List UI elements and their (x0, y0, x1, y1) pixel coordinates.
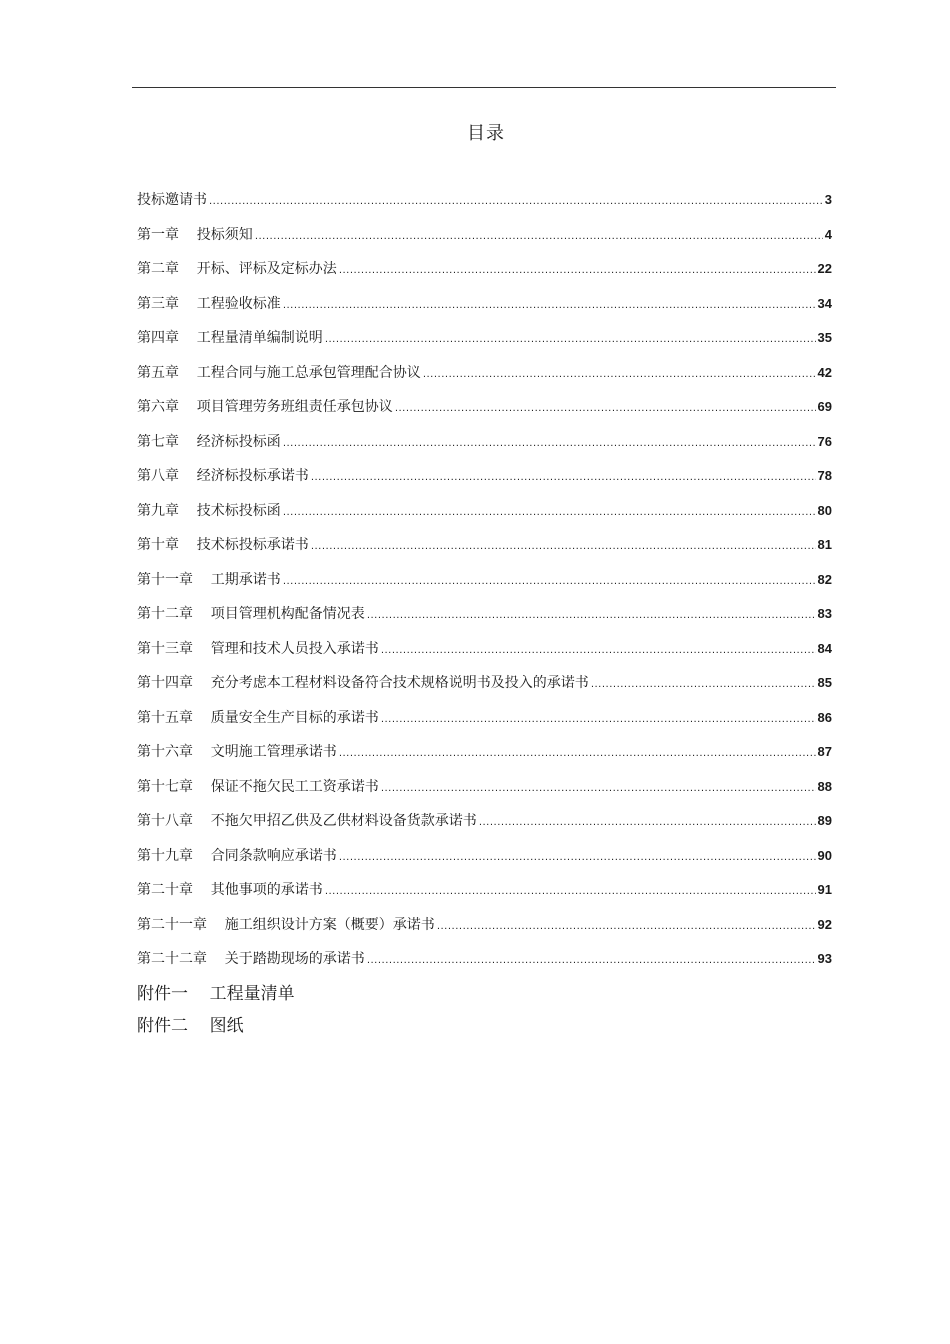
toc-entry-label: 第三章 工程验收标准 (137, 295, 281, 312)
toc-entry-page: 69 (817, 399, 832, 414)
toc-leader-dots (325, 880, 816, 904)
toc-entry[interactable] (137, 878, 832, 913)
toc-leader-dots (339, 846, 816, 870)
toc-entry-page: 34 (817, 295, 832, 311)
toc-leader-dots (209, 190, 823, 214)
toc-entry-page: 35 (817, 330, 832, 345)
toc-entry-page: 83 (817, 606, 832, 621)
toc-leader-dots (311, 535, 816, 559)
toc-leader-dots (311, 466, 816, 490)
toc-entry-page: 4 (824, 226, 832, 242)
toc-entry[interactable] (137, 361, 832, 396)
toc-entry-label: 第十五章 质量安全生产目标的承诺书 (137, 709, 379, 726)
toc-entry-page: 90 (817, 847, 832, 863)
toc-leader-dots (395, 397, 816, 421)
toc-entry-page: 85 (817, 675, 832, 690)
header-rule (132, 87, 836, 88)
toc-leader-dots (591, 673, 816, 697)
toc-entry-page: 89 (817, 813, 832, 828)
toc-entry-label: 第十七章 保证不拖欠民工工资承诺书 (137, 778, 379, 795)
toc-entry[interactable] (137, 775, 832, 810)
toc-entry[interactable] (137, 430, 832, 465)
toc-entry[interactable] (137, 326, 832, 361)
toc-entry[interactable] (137, 671, 832, 706)
toc-entry-label: 第十三章 管理和技术人员投入承诺书 (137, 640, 379, 657)
toc-entry[interactable] (137, 637, 832, 672)
toc-entry-label: 第十九章 合同条款响应承诺书 (137, 847, 337, 864)
appendix-entry: 附件一 工程量清单 (137, 984, 295, 1004)
toc-entry[interactable] (137, 223, 832, 258)
toc-entry-label: 第二章 开标、评标及定标办法 (137, 261, 337, 277)
toc-entry-label: 第四章 工程量清单编制说明 (137, 330, 323, 346)
toc-leader-dots (325, 328, 816, 352)
toc-entry-label: 第十四章 充分考虑本工程材料设备符合技术规格说明书及投入的承诺书 (137, 675, 589, 691)
toc-entry[interactable] (137, 395, 832, 430)
toc-leader-dots (283, 432, 816, 456)
toc-entry-label: 第九章 技术标投标函 (137, 502, 281, 519)
toc-entry-page: 93 (817, 951, 832, 966)
toc-leader-dots (283, 570, 816, 594)
toc-entry[interactable] (137, 602, 832, 637)
toc-entry-label: 第七章 经济标投标函 (137, 433, 281, 450)
toc-entry[interactable] (137, 533, 832, 568)
toc-entry-label: 第十二章 项目管理机构配备情况表 (137, 606, 365, 622)
toc-leader-dots (339, 259, 816, 283)
toc-entry[interactable] (137, 809, 832, 844)
appendix-entry: 附件二 图纸 (137, 1016, 244, 1036)
toc-leader-dots (339, 742, 816, 766)
toc-entry-label: 第十章 技术标投标承诺书 (137, 537, 309, 553)
toc-entry-page: 78 (817, 468, 832, 483)
toc-entry-page: 81 (817, 537, 832, 552)
toc-entry[interactable] (137, 706, 832, 741)
toc-leader-dots (437, 915, 816, 939)
table-of-contents (137, 188, 832, 982)
toc-leader-dots (381, 777, 816, 801)
toc-entry[interactable] (137, 499, 832, 534)
toc-entry-page: 22 (817, 261, 832, 276)
toc-leader-dots (423, 363, 816, 387)
toc-entry-page: 86 (817, 709, 832, 725)
toc-entry-page: 76 (817, 433, 832, 449)
toc-entry-page: 91 (817, 882, 832, 897)
toc-entry-label: 第六章 项目管理劳务班组责任承包协议 (137, 399, 393, 415)
toc-entry[interactable] (137, 844, 832, 879)
toc-entry-label: 第十六章 文明施工管理承诺书 (137, 744, 337, 760)
toc-entry-page: 3 (824, 192, 832, 207)
toc-entry-page: 42 (817, 364, 832, 380)
toc-entry-page: 84 (817, 640, 832, 656)
toc-leader-dots (283, 501, 816, 525)
toc-entry-label: 第二十二章 关于踏勘现场的承诺书 (137, 951, 365, 967)
toc-entry[interactable] (137, 568, 832, 603)
toc-entry-label: 第一章 投标须知 (137, 226, 253, 243)
toc-entry-page: 88 (817, 778, 832, 794)
toc-entry-page: 92 (817, 916, 832, 932)
toc-entry[interactable] (137, 257, 832, 292)
toc-entry-label: 第五章 工程合同与施工总承包管理配合协议 (137, 364, 421, 381)
toc-leader-dots (381, 639, 816, 663)
toc-entry-label: 第二十章 其他事项的承诺书 (137, 882, 323, 898)
toc-entry-label: 第十八章 不拖欠甲招乙供及乙供材料设备货款承诺书 (137, 813, 477, 829)
toc-entry[interactable] (137, 913, 832, 948)
toc-entry[interactable] (137, 464, 832, 499)
toc-leader-dots (255, 225, 823, 249)
toc-leader-dots (381, 708, 816, 732)
toc-entry[interactable] (137, 947, 832, 982)
toc-entry[interactable] (137, 292, 832, 327)
toc-entry[interactable] (137, 740, 832, 775)
toc-entry-label: 第八章 经济标投标承诺书 (137, 468, 309, 484)
toc-leader-dots (367, 604, 816, 628)
toc-entry[interactable] (137, 188, 832, 223)
toc-entry-page: 80 (817, 502, 832, 518)
page-title: 目录 (467, 123, 505, 144)
toc-entry-label: 第十一章 工期承诺书 (137, 571, 281, 588)
toc-leader-dots (283, 294, 816, 318)
toc-entry-page: 82 (817, 571, 832, 587)
toc-entry-page: 87 (817, 744, 832, 759)
toc-leader-dots (479, 811, 816, 835)
toc-entry-label: 投标邀请书 (137, 192, 207, 208)
toc-entry-label: 第二十一章 施工组织设计方案（概要）承诺书 (137, 916, 435, 933)
toc-leader-dots (367, 949, 816, 973)
